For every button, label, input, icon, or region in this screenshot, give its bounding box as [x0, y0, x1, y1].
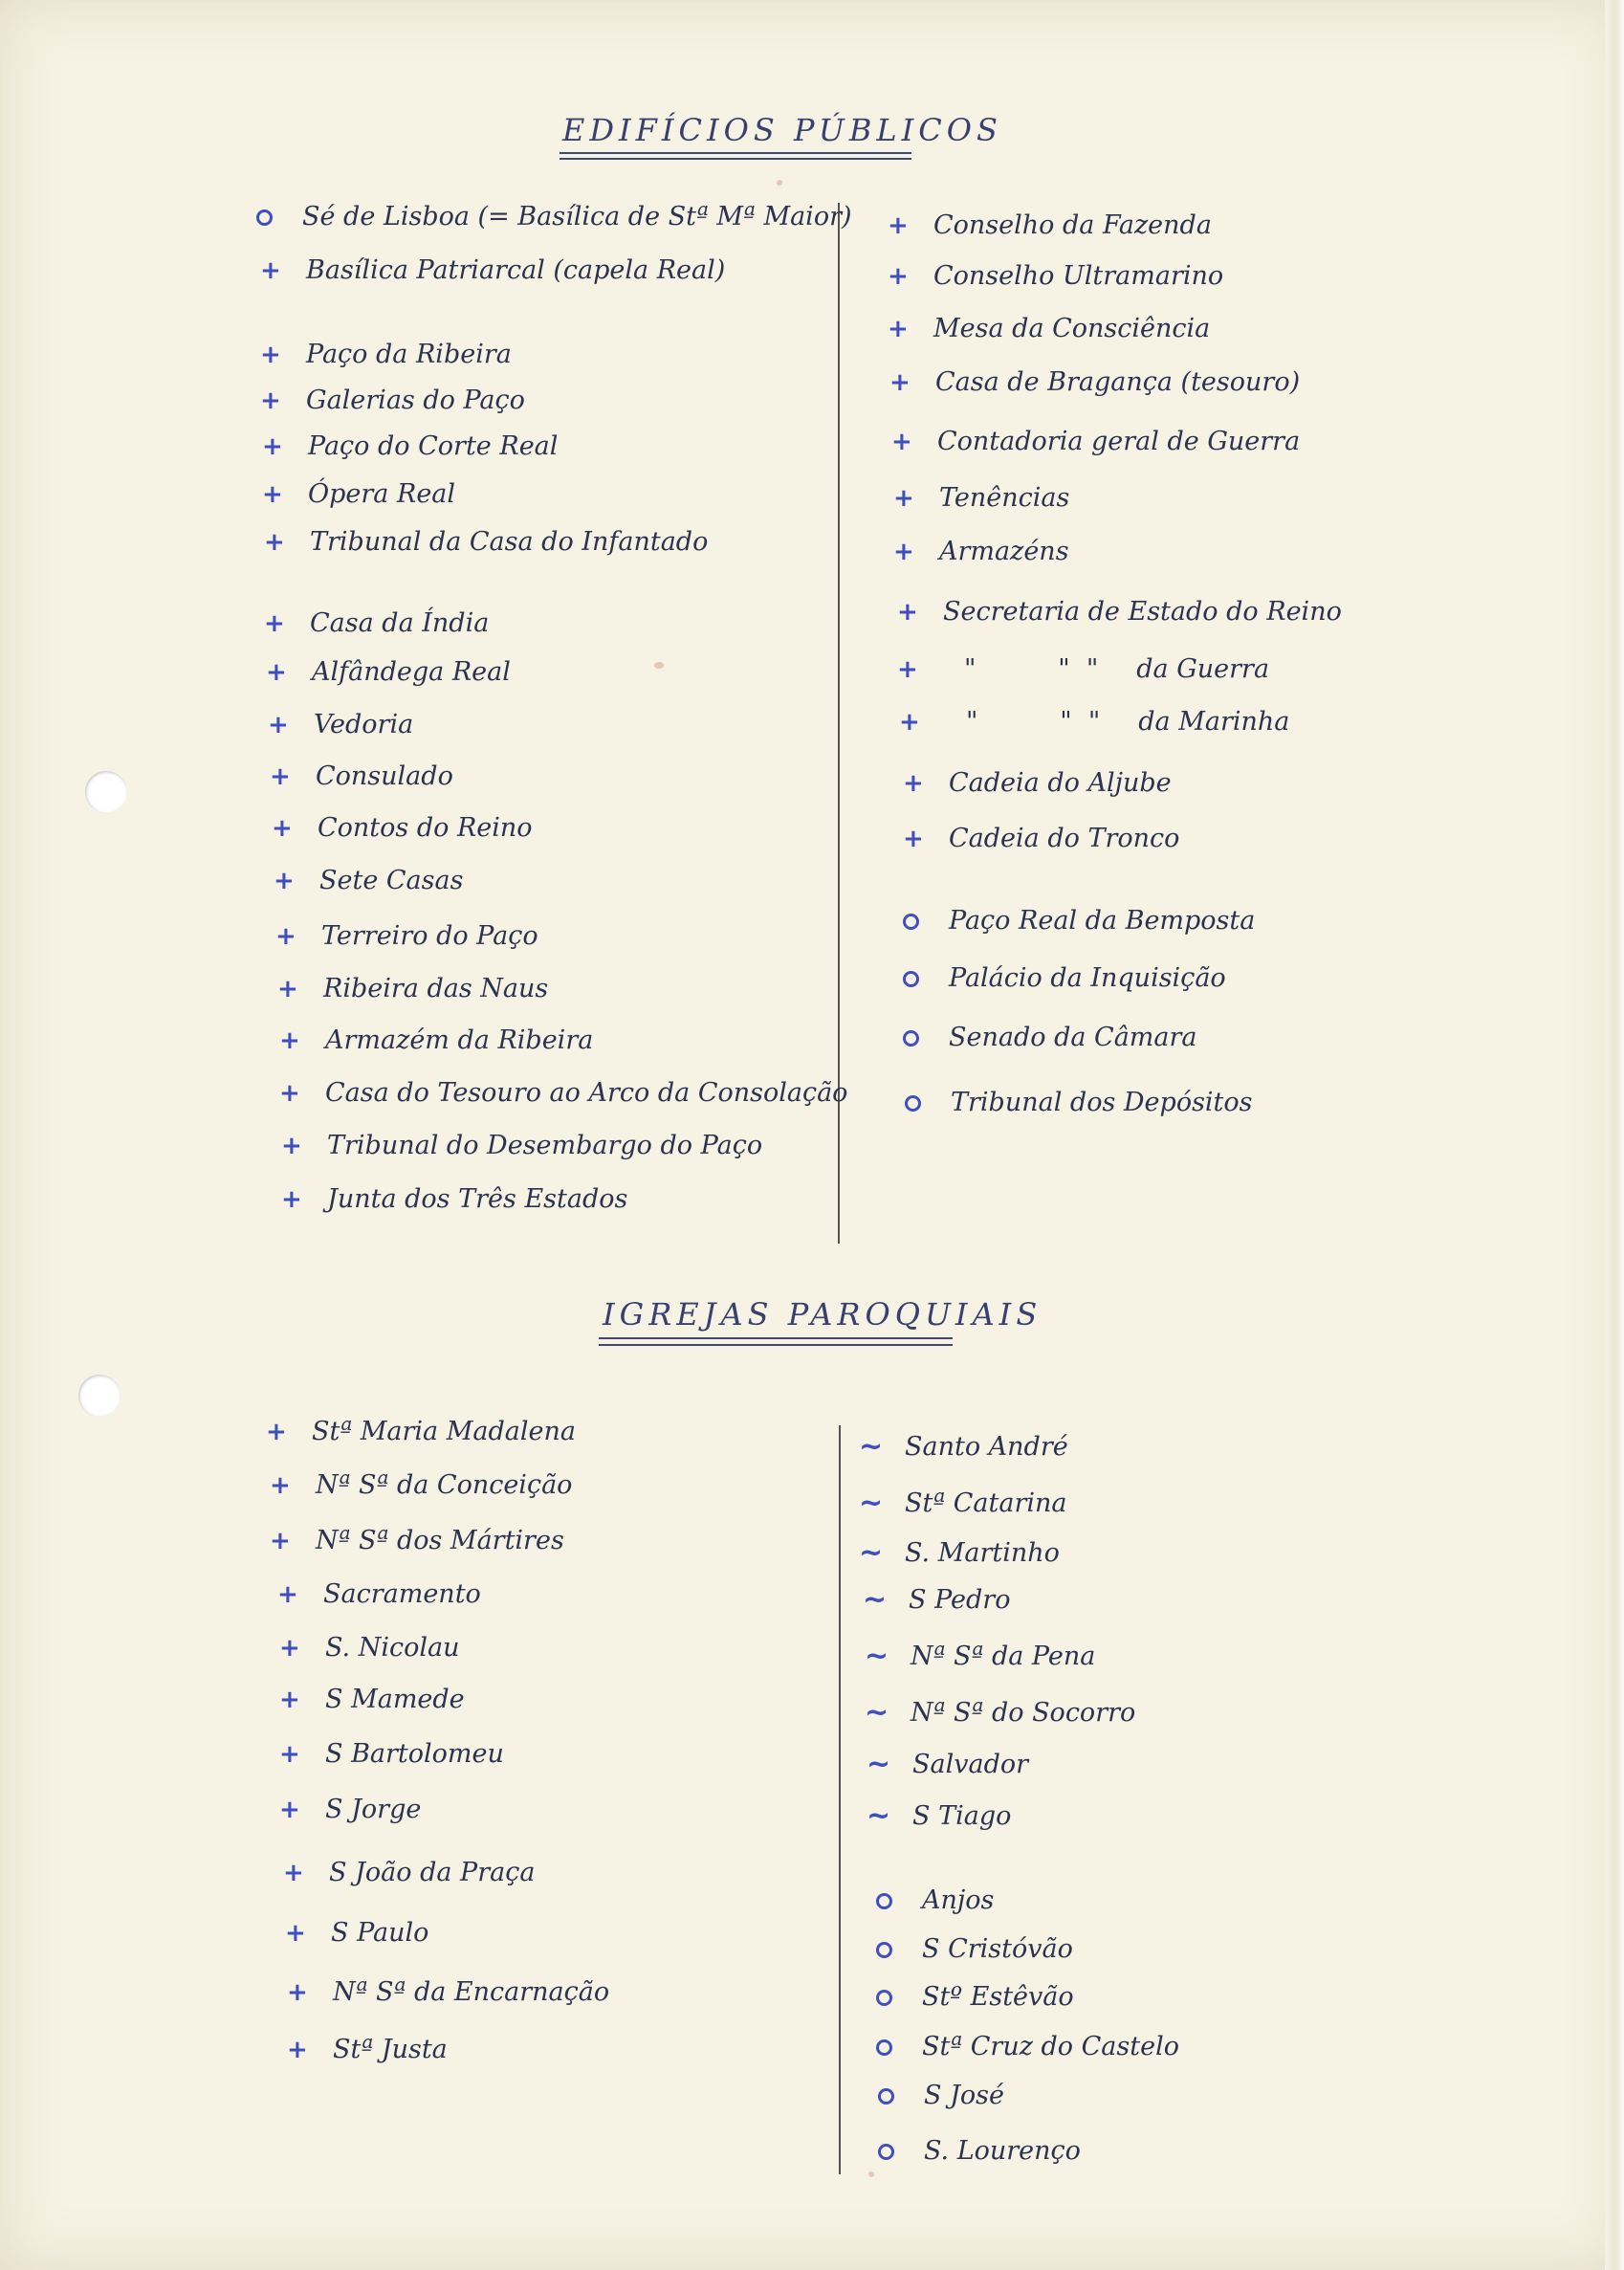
plus-marker-icon: +: [274, 867, 295, 895]
list-item: [876, 1981, 1074, 2014]
entry-text: Nª Sª da Conceição: [316, 1470, 573, 1500]
entry-text: S. Martinho: [905, 1538, 1060, 1568]
list-item: [865, 1641, 1095, 1673]
list-item: [893, 482, 1069, 515]
title-underline: [599, 1344, 953, 1346]
list-item: [878, 2135, 1081, 2168]
plus-marker-icon: +: [889, 368, 911, 397]
entry-text: S João da Praça: [329, 1858, 536, 1887]
list-item: [888, 260, 1223, 293]
circle-marker-icon: [878, 2135, 924, 2168]
plus-marker-icon: +: [279, 1634, 300, 1663]
entry-text: Casa do Tesouro ao Arco da Consolação: [325, 1078, 848, 1108]
entry-text: da Marinha: [1138, 707, 1290, 737]
entry-text: Contadoria geral de Guerra: [937, 427, 1301, 456]
section-title-igrejas: IGREJAS PAROQUIAIS: [603, 1296, 1042, 1333]
list-item: [285, 1917, 428, 1950]
plus-marker-icon: +: [268, 711, 289, 739]
list-item: [876, 1884, 994, 1917]
entry-text: Anjos: [922, 1885, 995, 1915]
entry-text: Mesa da Consciência: [933, 314, 1211, 343]
list-item: [287, 1976, 609, 2009]
list-item: [275, 920, 538, 953]
section-title-edificios: EDIFÍCIOS PÚBLICOS: [562, 112, 1002, 148]
entry-text: S Pedro: [909, 1585, 1011, 1615]
entry-text: S Tiago: [912, 1801, 1012, 1831]
plus-marker-icon: +: [279, 1740, 300, 1769]
entry-text: Tribunal da Casa do Infantado: [310, 527, 709, 557]
entry-text: S. Lourenço: [924, 2136, 1081, 2166]
entry-text: Sacramento: [323, 1579, 481, 1609]
tilde-marker-icon: ~: [865, 1696, 889, 1730]
circle-marker-icon: [876, 1884, 922, 1917]
list-item: [279, 1632, 459, 1664]
tilde-marker-icon: ~: [859, 1487, 884, 1520]
entry-text: Nª Sª dos Mártires: [316, 1526, 564, 1555]
page-edge: [1605, 0, 1624, 2270]
entry-text: Alfândega Real: [312, 657, 511, 687]
circle-marker-icon: [903, 905, 949, 937]
plus-marker-icon: +: [262, 432, 283, 461]
entry-text: Consulado: [316, 761, 453, 791]
plus-marker-icon: +: [279, 1026, 300, 1055]
list-item: [262, 478, 455, 511]
entry-text: S Bartolomeu: [325, 1739, 504, 1769]
circle-marker-icon: [903, 962, 949, 995]
entry-text: Ópera Real: [308, 479, 456, 509]
list-item: [891, 426, 1300, 458]
list-item: [260, 254, 725, 287]
plus-marker-icon: +: [283, 1859, 304, 1887]
entry-text: Contos do Reino: [318, 813, 533, 843]
list-item: [878, 2080, 1004, 2112]
plus-marker-icon: +: [260, 256, 281, 285]
entry-text: S José: [924, 2081, 1004, 2110]
entry-text: Cadeia do Tronco: [949, 824, 1180, 853]
title-underline: [560, 152, 911, 154]
plus-marker-icon: +: [897, 598, 918, 627]
list-item: [859, 1488, 1067, 1520]
list-item: [888, 209, 1212, 242]
list-item: [903, 767, 1172, 800]
entry-text: S Cristóvão: [922, 1934, 1073, 1964]
list-item: [903, 823, 1179, 855]
entry-text: Stª Catarina: [905, 1488, 1067, 1518]
plus-marker-icon: +: [888, 315, 909, 343]
list-item: [279, 1077, 847, 1110]
entry-text: S. Nicolau: [325, 1633, 460, 1663]
list-item: [893, 536, 1069, 568]
plus-marker-icon: +: [279, 1796, 300, 1824]
entry-text: Conselho Ultramarino: [933, 261, 1224, 291]
entry-text: Casa de Bragança (tesouro): [935, 367, 1301, 397]
list-item: [256, 201, 852, 233]
plus-marker-icon: +: [260, 386, 281, 415]
plus-marker-icon: +: [903, 769, 924, 798]
circle-marker-icon: [878, 2080, 924, 2112]
entry-text: Conselho da Fazenda: [933, 210, 1212, 240]
plus-marker-icon: +: [893, 484, 914, 513]
list-item: [279, 1025, 593, 1057]
tilde-marker-icon: ~: [859, 1430, 884, 1464]
column-divider: [839, 1425, 841, 2174]
list-item: [277, 973, 548, 1005]
punch-hole: [78, 1375, 121, 1417]
list-item: [888, 313, 1210, 345]
entry-text: Armazém da Ribeira: [325, 1025, 594, 1055]
title-underline: [599, 1337, 953, 1339]
plus-marker-icon: +: [264, 609, 285, 638]
plus-marker-icon: +: [270, 1527, 291, 1555]
list-item: [867, 1800, 1011, 1833]
entry-text: Palácio da Inquisição: [949, 963, 1226, 993]
plus-marker-icon: +: [287, 2036, 308, 2064]
entry-text: Santo André: [905, 1432, 1068, 1462]
circle-marker-icon: [256, 201, 302, 233]
entry-text: Tribunal dos Depósitos: [951, 1088, 1253, 1117]
plus-marker-icon: +: [285, 1919, 306, 1948]
entry-text: S Jorge: [325, 1795, 422, 1824]
entry-text: Stª Cruz do Castelo: [922, 2032, 1179, 2061]
plus-marker-icon: +: [270, 1471, 291, 1500]
entry-text: Nª Sª do Socorro: [911, 1698, 1136, 1728]
circle-marker-icon: [876, 2031, 922, 2063]
plus-marker-icon: +: [262, 480, 283, 509]
title-underline: [560, 158, 911, 160]
entry-text: Stº Estêvão: [922, 1982, 1074, 2012]
list-item: [266, 656, 511, 689]
entry-text: Stª Maria Madalena: [312, 1417, 576, 1446]
plus-marker-icon: +: [275, 922, 296, 951]
entry-text: Ribeira das Naus: [323, 974, 549, 1003]
tilde-marker-icon: ~: [867, 1748, 891, 1781]
entry-text: Casa da Índia: [310, 608, 490, 638]
list-item: [274, 865, 463, 897]
list-item: [262, 430, 558, 463]
entry-text: da Guerra: [1136, 654, 1270, 684]
ink-stain: [777, 180, 782, 186]
list-item: [270, 1525, 564, 1557]
list-item: [897, 596, 1342, 628]
list-item: [903, 962, 1226, 995]
plus-marker-icon: +: [891, 428, 912, 456]
entry-text: S Mamede: [325, 1685, 465, 1714]
plus-marker-icon: +: [287, 1978, 308, 2007]
entry-text: Tenências: [939, 483, 1070, 513]
plus-marker-icon: +: [888, 262, 909, 291]
ditto-marks: " " ": [964, 654, 1099, 684]
list-item: [287, 2034, 448, 2066]
entry-text: Paço da Ribeira: [306, 340, 512, 369]
list-item: [260, 385, 525, 417]
tilde-marker-icon: ~: [867, 1799, 891, 1833]
list-item: [859, 1431, 1068, 1464]
list-item: [268, 709, 413, 741]
entry-text: Sé de Lisboa (= Basílica de Stª Mª Maior): [302, 202, 852, 231]
plus-marker-icon: +: [888, 211, 909, 240]
entry-text: Armazéns: [939, 537, 1069, 566]
list-item: [865, 1697, 1135, 1730]
plus-marker-icon: +: [266, 1418, 287, 1446]
list-item: [279, 1684, 465, 1716]
entry-text: Senado da Câmara: [949, 1023, 1197, 1052]
list-item: [903, 905, 1255, 937]
list-item: [264, 526, 708, 559]
list-item: [270, 760, 453, 793]
ink-stain: [654, 662, 664, 669]
list-item: [897, 653, 1269, 686]
plus-marker-icon: +: [260, 341, 281, 369]
plus-marker-icon: +: [897, 655, 918, 684]
entry-text: Paço Real da Bemposta: [949, 906, 1256, 936]
plus-marker-icon: +: [264, 528, 285, 557]
list-item: [281, 1130, 762, 1162]
entry-text: Terreiro do Paço: [321, 921, 538, 951]
tilde-marker-icon: ~: [863, 1583, 888, 1617]
ink-stain: [868, 2171, 874, 2177]
circle-marker-icon: [905, 1087, 951, 1119]
list-item: [876, 2031, 1179, 2063]
entry-text: Basílica Patriarcal (capela Real): [306, 255, 726, 285]
list-item: [272, 812, 533, 845]
entry-text: S Paulo: [331, 1918, 429, 1948]
circle-marker-icon: [876, 1933, 922, 1966]
list-item: [279, 1794, 421, 1826]
plus-marker-icon: +: [270, 762, 291, 791]
list-item: [889, 366, 1300, 399]
entry-text: Nª Sª da Pena: [911, 1642, 1096, 1671]
entry-text: Cadeia do Aljube: [949, 768, 1172, 798]
circle-marker-icon: [903, 1022, 949, 1054]
punch-hole: [85, 771, 127, 813]
list-item: [903, 1022, 1197, 1054]
list-item: [899, 706, 1289, 738]
list-item: [266, 1416, 576, 1448]
plus-marker-icon: +: [279, 1079, 300, 1108]
ditto-marks: " " ": [966, 707, 1101, 737]
plus-marker-icon: +: [281, 1132, 302, 1160]
plus-marker-icon: +: [279, 1686, 300, 1714]
list-item: [863, 1584, 1010, 1617]
plus-marker-icon: +: [272, 814, 293, 843]
entry-text: Salvador: [912, 1750, 1029, 1779]
list-item: [905, 1087, 1253, 1119]
list-item: [859, 1537, 1060, 1570]
list-item: [264, 607, 489, 640]
plus-marker-icon: +: [277, 975, 298, 1003]
entry-text: Galerias do Paço: [306, 386, 525, 415]
list-item: [281, 1183, 627, 1216]
entry-text: Vedoria: [314, 710, 414, 739]
plus-marker-icon: +: [903, 825, 924, 853]
list-item: [277, 1578, 481, 1611]
list-item: [867, 1749, 1028, 1781]
entry-text: Stª Justa: [333, 2035, 448, 2064]
entry-text: Tribunal do Desembargo do Paço: [327, 1131, 763, 1160]
entry-text: Nª Sª da Encarnação: [333, 1977, 610, 2007]
plus-marker-icon: +: [266, 658, 287, 687]
list-item: [260, 339, 512, 371]
tilde-marker-icon: ~: [865, 1640, 889, 1673]
entry-text: Paço do Corte Real: [308, 431, 559, 461]
plus-marker-icon: +: [281, 1185, 302, 1214]
entry-text: Junta dos Três Estados: [327, 1184, 628, 1214]
plus-marker-icon: +: [893, 538, 914, 566]
entry-text: Sete Casas: [319, 866, 464, 895]
list-item: [283, 1857, 535, 1889]
plus-marker-icon: +: [899, 708, 920, 737]
tilde-marker-icon: ~: [859, 1536, 884, 1570]
list-item: [279, 1738, 504, 1771]
plus-marker-icon: +: [277, 1580, 298, 1609]
list-item: [270, 1469, 572, 1502]
circle-marker-icon: [876, 1981, 922, 2014]
entry-text: Secretaria de Estado do Reino: [943, 597, 1342, 627]
list-item: [876, 1933, 1073, 1966]
